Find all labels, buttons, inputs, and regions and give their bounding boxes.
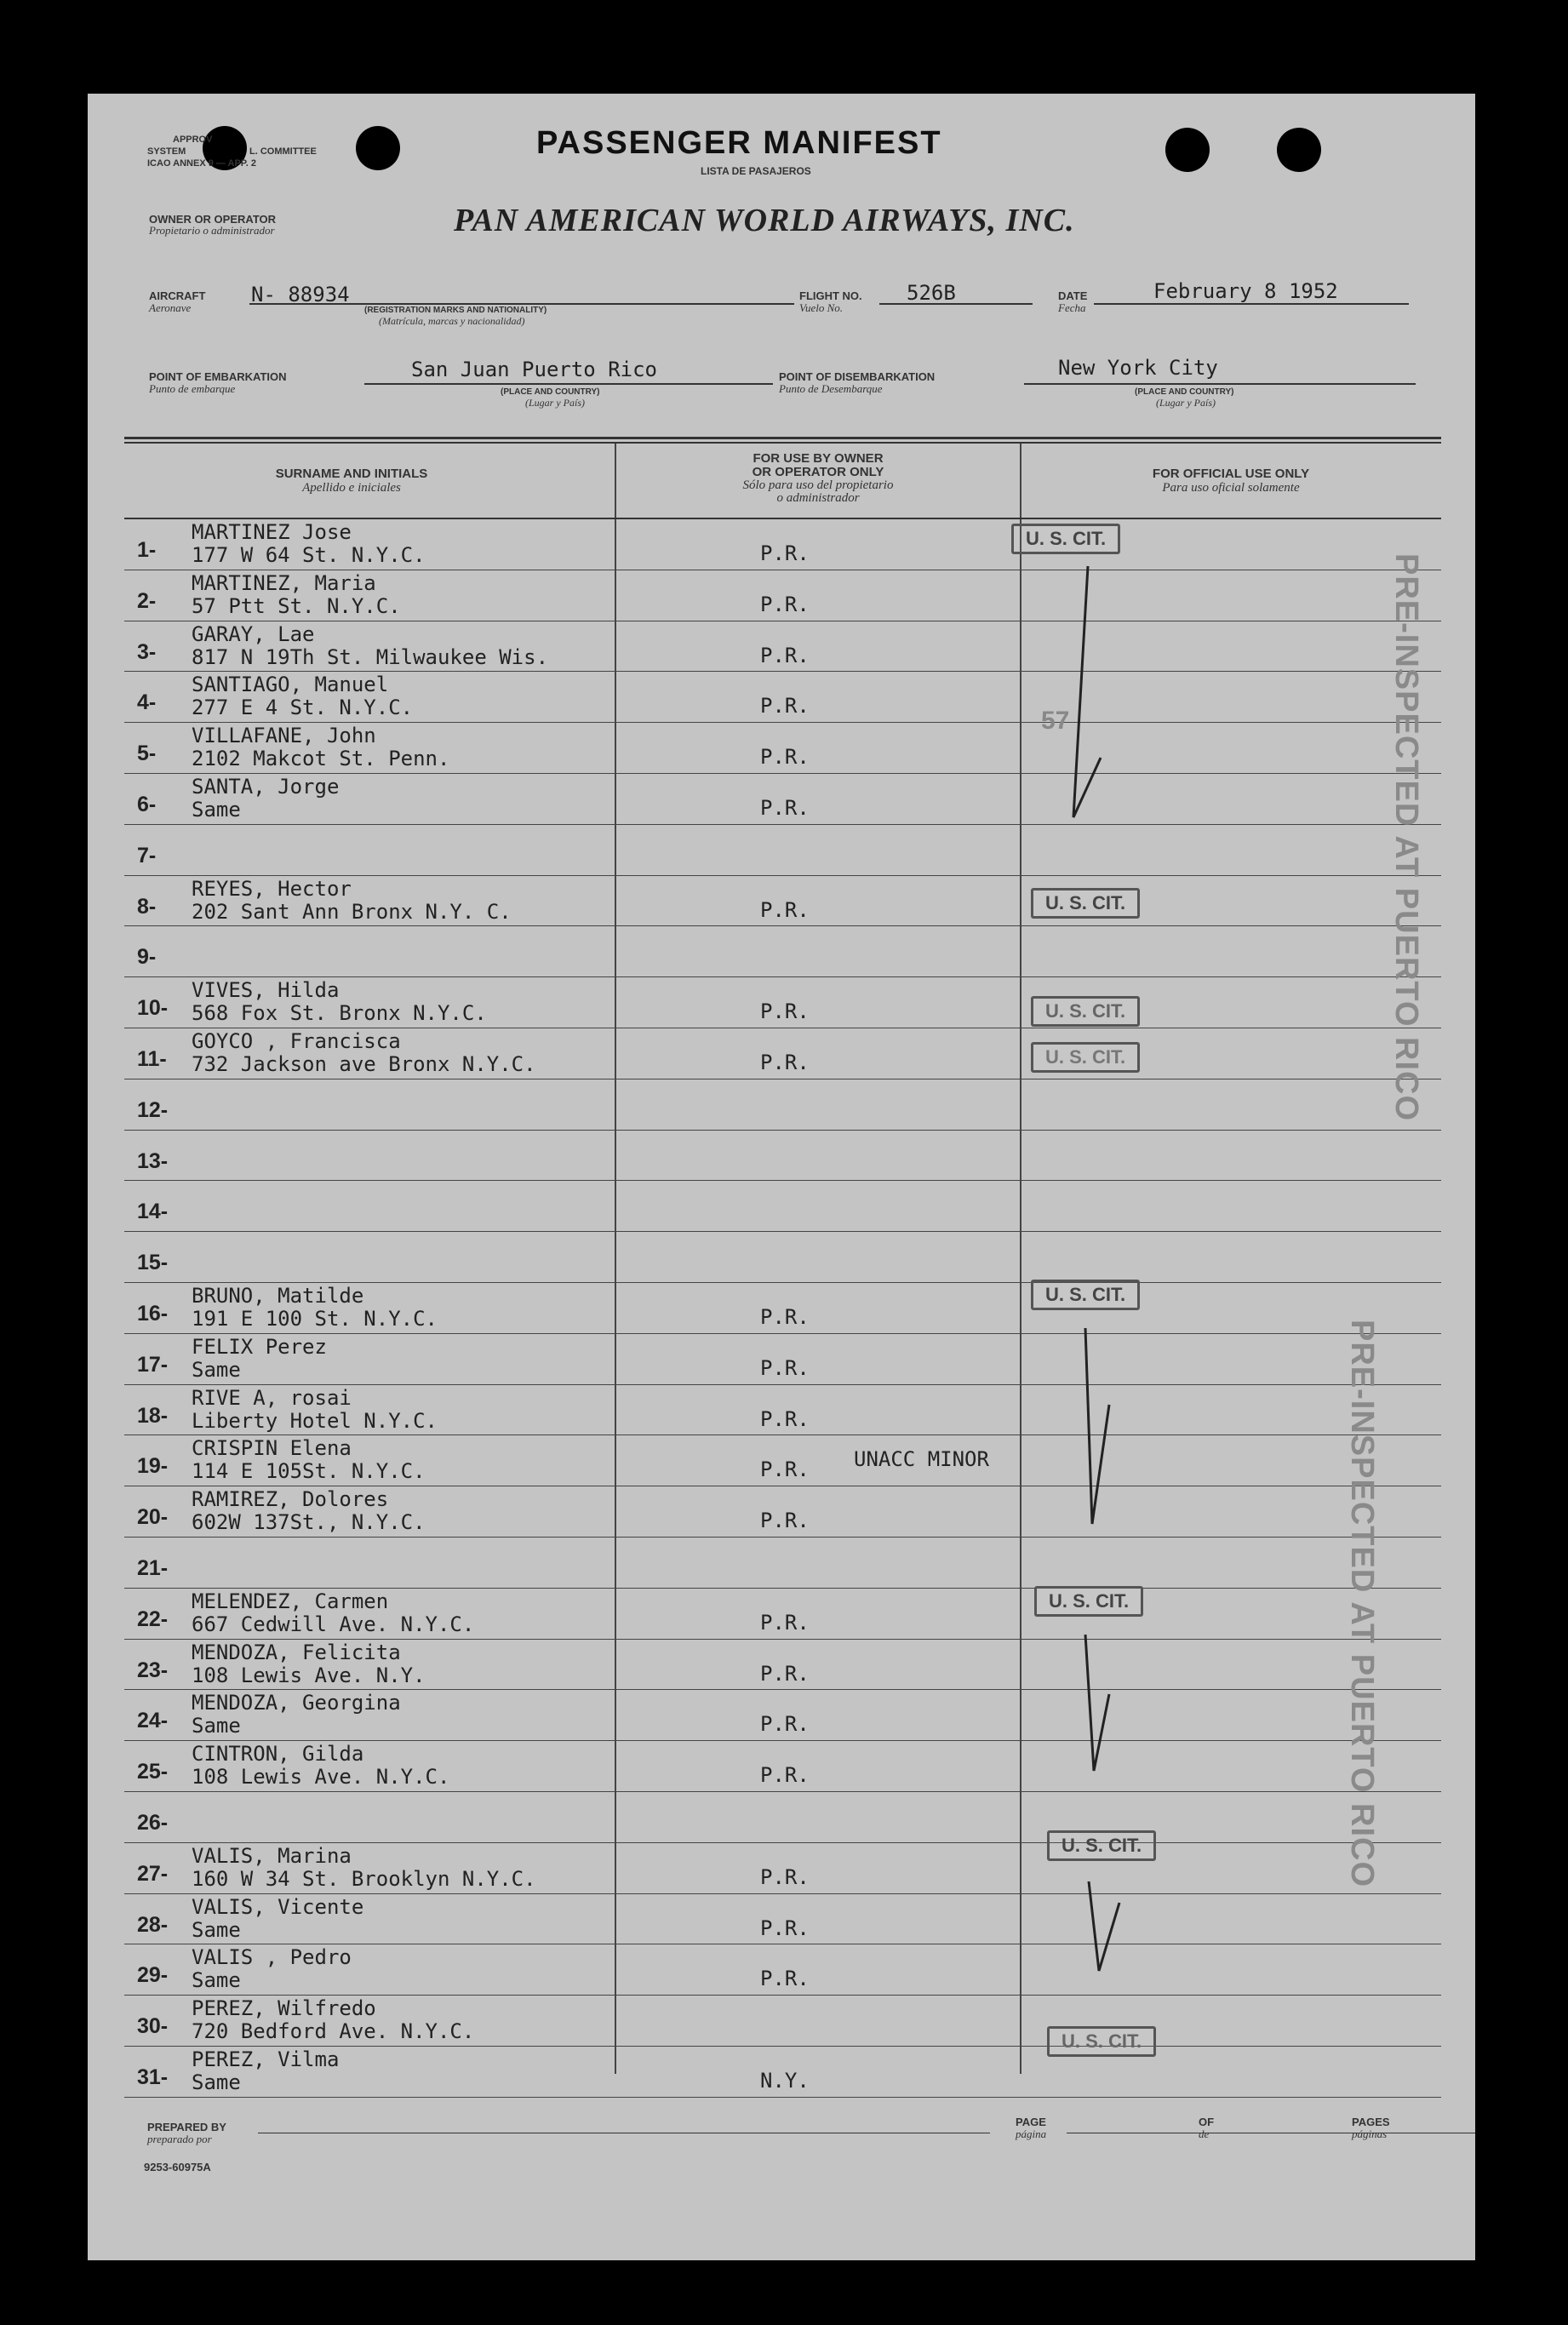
passenger-address: 667 Cedwill Ave. N.Y.C.	[192, 1612, 475, 1636]
us-citizen-stamp: U. S. CIT.	[1031, 1280, 1140, 1310]
page-label-es: página	[1016, 2127, 1047, 2140]
operator-use-code: P.R.	[760, 1509, 810, 1533]
passenger-name: VALIS, Marina	[192, 1843, 352, 1868]
col2-header-2: OR OPERATOR ONLY	[752, 465, 884, 479]
passenger-address: 108 Lewis Ave. N.Y.	[192, 1663, 426, 1687]
passenger-address: 2102 Makcot St. Penn.	[192, 747, 450, 771]
embark-label-es: Punto de embarque	[149, 382, 236, 395]
row-number: 1-	[137, 538, 157, 562]
operator-use-code: P.R.	[760, 796, 810, 820]
approval-line-2: SYSTEM	[147, 146, 186, 157]
us-citizen-stamp: U. S. CIT.	[1011, 524, 1120, 554]
row-number: 5-	[137, 742, 157, 766]
operator-use-code: P.R.	[760, 1916, 810, 1940]
of-label: OF	[1199, 2116, 1215, 2128]
date-label: DATE	[1058, 289, 1088, 302]
operator-use-code: P.R.	[760, 1967, 810, 1991]
row-number: 16-	[137, 1302, 169, 1326]
passenger-name: SANTA, Jorge	[192, 775, 340, 799]
pages-label: PAGES	[1352, 2116, 1390, 2128]
row-number: 25-	[137, 1760, 169, 1784]
operator-use-code: P.R.	[760, 999, 810, 1024]
aircraft-value: N- 88934	[251, 283, 350, 306]
passenger-name: MARTINEZ Jose	[192, 520, 352, 544]
passenger-address: 202 Sant Ann Bronx N.Y. C.	[192, 899, 512, 924]
operator-use-code: P.R.	[760, 1355, 810, 1380]
operator-use-code: P.R.	[760, 745, 810, 770]
passenger-name: RAMIREZ, Dolores	[192, 1487, 389, 1512]
passenger-name: BRUNO, Matilde	[192, 1284, 364, 1308]
passenger-address: 57 Ptt St. N.Y.C.	[192, 593, 401, 618]
row-number: 6-	[137, 793, 157, 816]
row-number: 17-	[137, 1352, 169, 1377]
flight-value: 526B	[907, 281, 956, 305]
approval-line-2b: L. COMMITTEE	[249, 146, 317, 157]
passenger-address: 720 Bedford Ave. N.Y.C.	[192, 2019, 475, 2044]
tally-mark: 57	[1041, 707, 1070, 735]
passenger-name: GARAY, Lae	[192, 621, 315, 646]
manifest-sheet	[88, 94, 1475, 2260]
operator-use-code: P.R.	[760, 897, 810, 922]
disembark-label-es: Punto de Desembarque	[779, 382, 883, 395]
passenger-address: 160 W 34 St. Brooklyn N.Y.C.	[192, 1866, 536, 1891]
operator-use-code: P.R.	[760, 1457, 810, 1482]
row-number: 31-	[137, 2065, 169, 2089]
registration-label-es: (Matrícula, marcas y nacionalidad)	[379, 315, 525, 327]
embark-value: San Juan Puerto Rico	[411, 358, 657, 381]
approval-line-1: APPROV	[173, 135, 213, 145]
row-number: 4-	[137, 690, 157, 715]
embark-place-label: (PLACE AND COUNTRY)	[501, 387, 600, 397]
row-number: 22-	[137, 1606, 169, 1631]
row-number: 29-	[137, 1963, 169, 1988]
passenger-name: SANTIAGO, Manuel	[192, 673, 389, 697]
airline-name: PAN AMERICAN WORLD AIRWAYS, INC.	[454, 203, 1075, 238]
aircraft-label-es: Aeronave	[149, 301, 192, 314]
row-number: 10-	[137, 996, 169, 1021]
prepared-label: PREPARED BY	[147, 2121, 226, 2133]
col3-header: FOR OFFICIAL USE ONLY	[1152, 467, 1310, 481]
row-number: 24-	[137, 1709, 169, 1733]
passenger-address: Same	[192, 798, 241, 822]
of-label-es: de	[1199, 2127, 1210, 2140]
passenger-address: Same	[192, 1714, 241, 1738]
operator-use-code: N.Y.	[760, 2069, 810, 2093]
passenger-name: CINTRON, Gilda	[192, 1742, 364, 1767]
passenger-address: Same	[192, 1968, 241, 1993]
disembark-value: New York City	[1058, 356, 1218, 380]
date-label-es: Fecha	[1058, 301, 1086, 314]
operator-use-code: P.R.	[760, 1864, 810, 1889]
embark-place-label-es: (Lugar y País)	[525, 397, 585, 409]
operator-use-code: P.R.	[760, 694, 810, 719]
manifest-title: PASSENGER MANIFEST	[536, 125, 942, 161]
passenger-name: PEREZ, Wilfredo	[192, 1996, 376, 2021]
row-number: 15-	[137, 1251, 169, 1275]
passenger-address: 177 W 64 St. N.Y.C.	[192, 543, 426, 567]
operator-use-code: P.R.	[760, 1661, 810, 1686]
row-number: 14-	[137, 1200, 169, 1224]
col3-header-es: Para uso oficial solamente	[1162, 481, 1300, 495]
us-citizen-stamp: U. S. CIT.	[1031, 1042, 1140, 1073]
aircraft-label: AIRCRAFT	[149, 289, 206, 302]
operator-use-code: P.R.	[760, 1763, 810, 1788]
row-number: 7-	[137, 843, 157, 868]
col2-header-1: FOR USE BY OWNER	[753, 451, 884, 466]
operator-use-code: P.R.	[760, 643, 810, 667]
disembark-place-label-es: (Lugar y País)	[1156, 397, 1216, 409]
col1-header: SURNAME AND INITIALS	[275, 467, 428, 481]
row-number: 13-	[137, 1148, 169, 1173]
embark-label: POINT OF EMBARKATION	[149, 370, 287, 383]
row-number: 8-	[137, 894, 157, 919]
row-number: 20-	[137, 1505, 169, 1530]
row-number: 21-	[137, 1556, 169, 1580]
owner-label-es: Propietario o administrador	[149, 224, 275, 237]
passenger-address: 108 Lewis Ave. N.Y.C.	[192, 1765, 450, 1790]
operator-use-code: P.R.	[760, 592, 810, 616]
operator-use-code: P.R.	[760, 541, 810, 565]
us-citizen-stamp: U. S. CIT.	[1047, 1830, 1156, 1861]
passenger-address: 817 N 19Th St. Milwaukee Wis.	[192, 644, 549, 669]
passenger-name: MENDOZA, Felicita	[192, 1640, 401, 1664]
row-number: 30-	[137, 2014, 169, 2039]
check-marks	[88, 94, 1475, 2260]
passenger-name: VILLAFANE, John	[192, 724, 376, 748]
us-citizen-stamp: U. S. CIT.	[1031, 996, 1140, 1027]
passenger-name: MARTINEZ, Maria	[192, 570, 376, 595]
passenger-address: 568 Fox St. Bronx N.Y.C.	[192, 1001, 487, 1026]
pre-inspected-stamp: PRE-INSPECTED AT PUERTO RICO	[1344, 1320, 1380, 1888]
operator-use-code: P.R.	[760, 1051, 810, 1074]
passenger-name: VALIS, Vicente	[192, 1894, 364, 1919]
passenger-address: Same	[192, 1357, 241, 1382]
owner-label: OWNER OR OPERATOR	[149, 213, 277, 226]
passenger-name: PEREZ, Vilma	[192, 2047, 340, 2071]
passenger-name: VIVES, Hilda	[192, 978, 340, 1003]
passenger-name: MENDOZA, Georgina	[192, 1691, 401, 1715]
passenger-name: RIVE A, rosai	[192, 1385, 352, 1410]
row-number: 27-	[137, 1861, 169, 1886]
pages-label-es: páginas	[1352, 2127, 1388, 2140]
row-number: 26-	[137, 1811, 169, 1835]
passenger-address: 277 E 4 St. N.Y.C.	[192, 696, 414, 720]
passenger-address: 114 E 105St. N.Y.C.	[192, 1459, 426, 1484]
row-number: 3-	[137, 639, 157, 664]
disembark-place-label: (PLACE AND COUNTRY)	[1135, 387, 1234, 397]
operator-use-code: P.R.	[760, 1610, 810, 1635]
row-number: 11-	[137, 1047, 167, 1071]
col1-header-es: Apellido e iniciales	[302, 481, 401, 495]
passenger-name: MELENDEZ, Carmen	[192, 1589, 389, 1613]
operator-note: UNACC MINOR	[854, 1447, 989, 1472]
approval-line-3: ICAO ANNEX 9 — APP. 2	[147, 158, 256, 169]
operator-use-code: P.R.	[760, 1305, 810, 1329]
operator-use-code: P.R.	[760, 1406, 810, 1431]
form-number: 9253-60975A	[144, 2161, 211, 2173]
passenger-name: GOYCO , Francisca	[192, 1029, 401, 1053]
passenger-name: REYES, Hector	[192, 876, 352, 901]
prepared-label-es: preparado por	[147, 2133, 212, 2145]
passenger-name: FELIX Perez	[192, 1334, 327, 1359]
row-number: 9-	[137, 945, 157, 970]
passenger-name: CRISPIN Elena	[192, 1436, 352, 1461]
col2-header-es-2: o administrador	[776, 491, 860, 505]
flight-label-es: Vuelo No.	[799, 301, 844, 314]
col2-header-es-1: Sólo para uso del propietario	[742, 478, 894, 492]
passenger-address: Liberty Hotel N.Y.C.	[192, 1408, 438, 1433]
row-number: 23-	[137, 1658, 169, 1682]
us-citizen-stamp: U. S. CIT.	[1034, 1586, 1143, 1617]
us-citizen-stamp: U. S. CIT.	[1031, 888, 1140, 919]
passenger-address: Same	[192, 1917, 241, 1942]
row-number: 12-	[137, 1097, 169, 1122]
us-citizen-stamp: U. S. CIT.	[1047, 2026, 1156, 2057]
passenger-address: 732 Jackson ave Bronx N.Y.C.	[192, 1052, 536, 1076]
disembark-label: POINT OF DISEMBARKATION	[779, 370, 936, 383]
operator-use-code: P.R.	[760, 1712, 810, 1737]
pre-inspected-stamp: PRE-INSPECTED AT PUERTO RICO	[1388, 553, 1424, 1122]
passenger-address: 191 E 100 St. N.Y.C.	[192, 1307, 438, 1331]
flight-label: FLIGHT NO.	[799, 289, 862, 302]
passenger-address: 602W 137St., N.Y.C.	[192, 1510, 426, 1535]
registration-label: (REGISTRATION MARKS AND NATIONALITY)	[364, 306, 547, 315]
row-number: 19-	[137, 1454, 169, 1479]
row-number: 18-	[137, 1403, 169, 1428]
passenger-address: Same	[192, 2070, 241, 2094]
row-number: 2-	[137, 588, 157, 613]
row-number: 28-	[137, 1912, 169, 1937]
passenger-name: VALIS , Pedro	[192, 1945, 352, 1970]
date-value: February 8 1952	[1153, 279, 1338, 303]
page-label: PAGE	[1016, 2116, 1046, 2128]
manifest-title-es: LISTA DE PASAJEROS	[701, 165, 811, 177]
